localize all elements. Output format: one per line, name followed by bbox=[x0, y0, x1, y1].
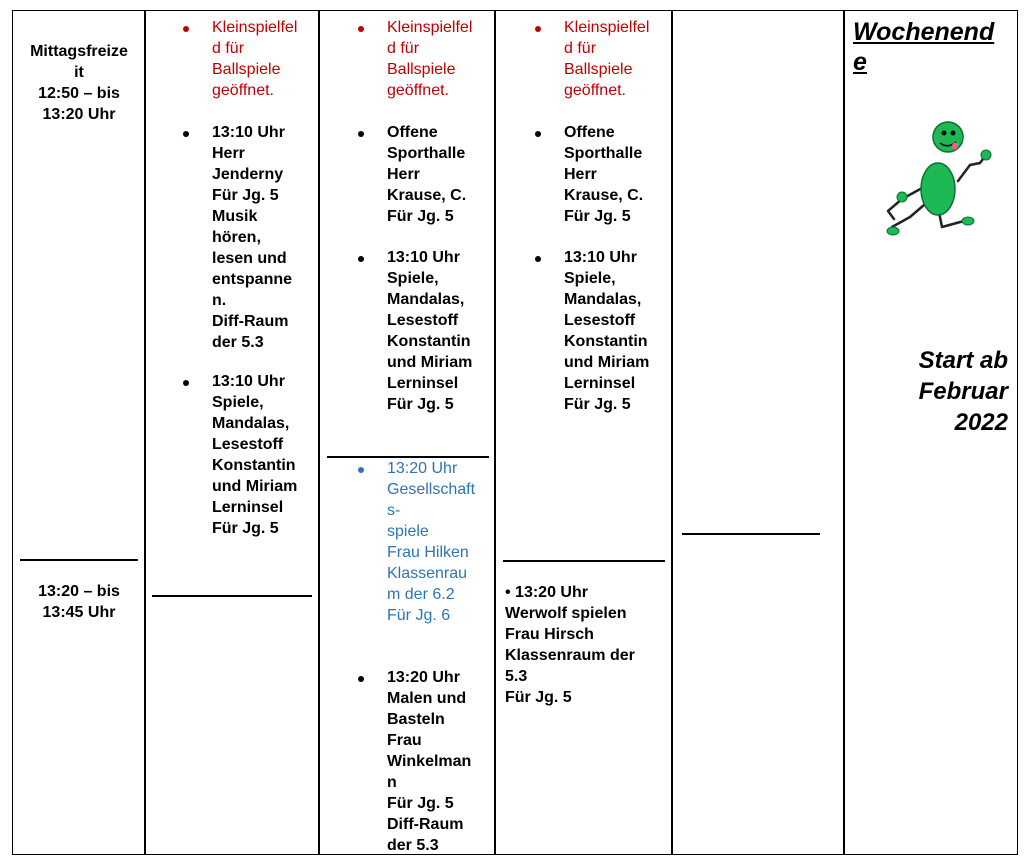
list-item: Offene Sporthalle Herr Krause, C. Für Jg. 5 bbox=[387, 124, 467, 225]
column-divider bbox=[144, 10, 146, 855]
list-item: 13:20 Uhr Gesellschaft s- spiele Frau Hilken Klassenrau m der 6.2 Für Jg. 6 bbox=[387, 460, 476, 624]
slot-separator bbox=[682, 533, 820, 535]
bullet bbox=[358, 26, 364, 32]
bullet bbox=[183, 26, 189, 32]
list-item: 13:10 Uhr Spiele, Mandalas, Lesestoff Konstantin und Miriam Lerninsel Für Jg. 5 bbox=[564, 249, 650, 413]
list-item: 13:20 Uhr Malen und Basteln Frau Winkelman n Für Jg. 5 Diff-Raum der 5.3 bbox=[387, 669, 472, 854]
column-divider bbox=[318, 10, 320, 855]
bullet bbox=[358, 131, 364, 137]
bullet bbox=[358, 676, 364, 682]
column-divider bbox=[843, 10, 845, 855]
schedule-table bbox=[12, 10, 1018, 855]
second-slot-item: • 13:20 Uhr Werwolf spielen Frau Hirsch Klassenraum der 5.3 Für Jg. 5 bbox=[505, 584, 635, 706]
column-divider bbox=[494, 10, 496, 855]
second-slot-time: 13:20 – bis 13:45 Uhr bbox=[38, 583, 120, 621]
list-item: Offene Sporthalle Herr Krause, C. Für Jg. 5 bbox=[564, 124, 644, 225]
list-item: Kleinspielfel d für Ballspiele geöffnet. bbox=[564, 19, 650, 99]
list-item: Kleinspielfel d für Ballspiele geöffnet. bbox=[212, 19, 298, 99]
bullet bbox=[535, 256, 541, 262]
weekend-title: Wochenend e bbox=[853, 18, 995, 76]
start-date-note: Start ab Februar 2022 bbox=[918, 347, 1008, 436]
column-divider bbox=[671, 10, 673, 855]
slot-separator bbox=[503, 560, 665, 562]
list-item: Kleinspielfel d für Ballspiele geöffnet. bbox=[387, 19, 473, 99]
slot-separator bbox=[152, 595, 312, 597]
bullet bbox=[183, 131, 189, 137]
bullet bbox=[535, 131, 541, 137]
list-item: 13:10 Uhr Spiele, Mandalas, Lesestoff Konstantin und Miriam Lerninsel Für Jg. 5 bbox=[212, 373, 298, 537]
list-item: 13:10 Uhr Spiele, Mandalas, Lesestoff Konstantin und Miriam Lerninsel Für Jg. 5 bbox=[387, 249, 473, 413]
lunch-time-label: Mittagsfreize it 12:50 – bis 13:20 Uhr bbox=[30, 43, 128, 123]
bullet bbox=[535, 26, 541, 32]
list-item: 13:10 Uhr Herr Jenderny Für Jg. 5 Musik hören, lesen und entspanne n. Diff-Raum der 5.3 bbox=[212, 124, 293, 351]
slot-separator bbox=[20, 559, 138, 561]
bullet bbox=[358, 467, 364, 473]
bullet bbox=[358, 256, 364, 262]
running-figure-icon bbox=[880, 115, 995, 240]
bullet bbox=[183, 380, 189, 386]
